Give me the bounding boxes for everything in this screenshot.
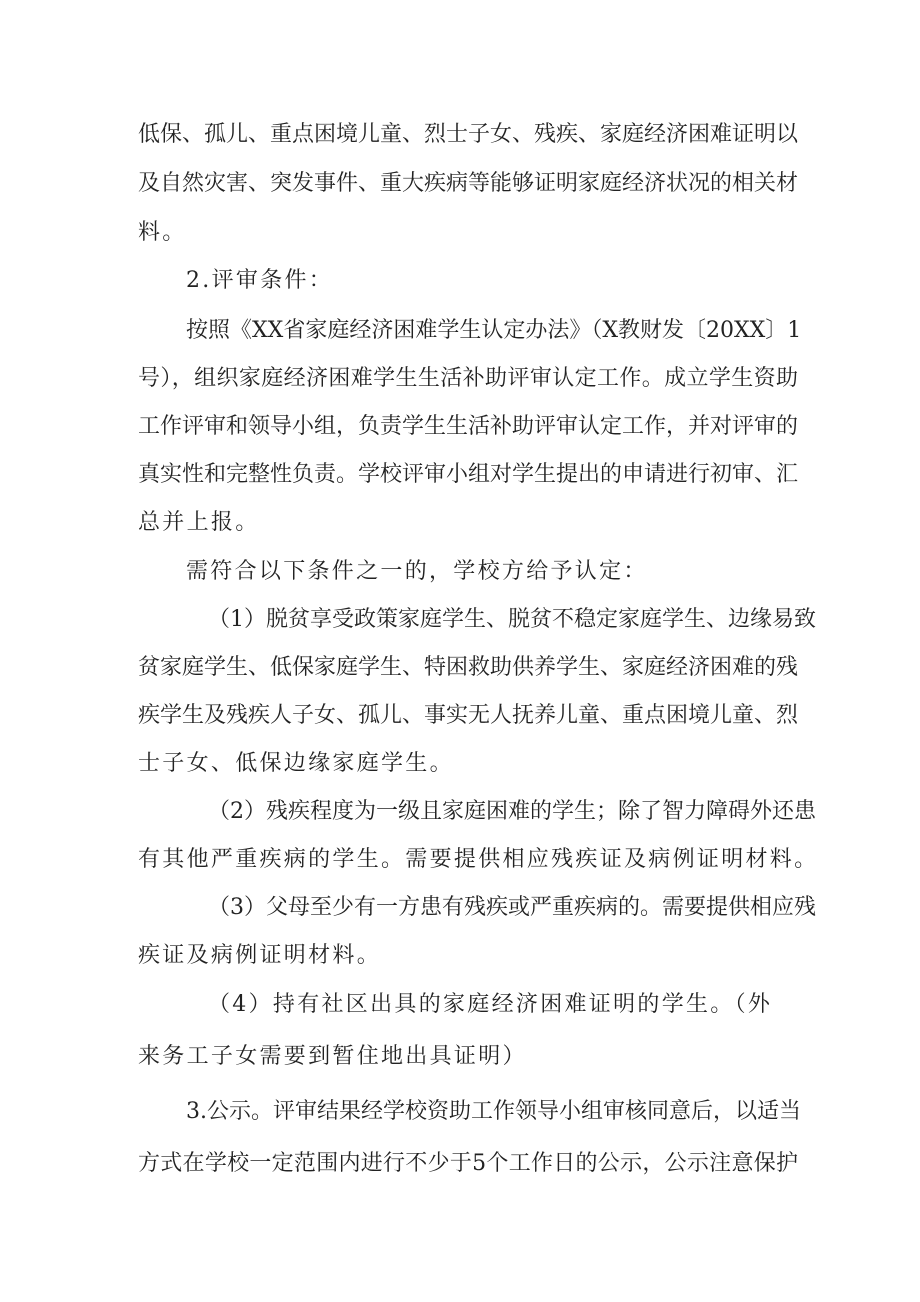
condition-2-line-2: 有其他严重疾病的学生。需要提供相应残疾证及病例证明材料。 bbox=[138, 847, 819, 872]
text-line-1: 低保、孤儿、重点困境儿童、烈士子女、残疾、家庭经济困难证明以 bbox=[138, 122, 799, 147]
text-line-10: 需符合以下条件之一的，学校方给予认定： bbox=[186, 559, 648, 584]
text-line-8: 真实性和完整性负责。学校评审小组对学生提出的申请进行初审、汇 bbox=[138, 462, 799, 487]
condition-1-line-1: （1）脱贫享受政策家庭学生、脱贫不稳定家庭学生、边缘易致 bbox=[208, 607, 816, 632]
condition-4-line-1: （4）持有社区出具的家庭经济困难证明的学生。（外 bbox=[208, 992, 773, 1017]
condition-1-line-2: 贫家庭学生、低保家庭学生、特困救助供养学生、家庭经济困难的残 bbox=[138, 655, 799, 680]
text-line-2: 及自然灾害、突发事件、重大疾病等能够证明家庭经济状况的相关材 bbox=[138, 171, 799, 196]
section-3-line-2: 方式在学校一定范围内进行不少于5个工作日的公示，公示注意保护 bbox=[138, 1151, 798, 1176]
condition-4-line-2: 来务工子女需要到暂住地出具证明） bbox=[138, 1044, 527, 1069]
condition-2-line-1: （2）残疾程度为一级且家庭困难的学生；除了智力障碍外还患 bbox=[208, 799, 816, 824]
text-line-6: 号），组织家庭经济困难学生生活补助评审认定工作。成立学生资助 bbox=[138, 366, 798, 391]
section-3-line-1: 3.公示。评审结果经学校资助工作领导小组审核同意后，以适当 bbox=[186, 1099, 801, 1124]
section-heading-2: 2.评审条件： bbox=[186, 268, 334, 293]
text-line-9: 总并上报。 bbox=[138, 510, 260, 535]
text-line-7: 工作评审和领导小组，负责学生生活补助评审认定工作，并对评审的 bbox=[138, 414, 799, 439]
condition-1-line-4: 士子女、低保边缘家庭学生。 bbox=[138, 751, 454, 776]
condition-3-line-2: 疾证及病例证明材料。 bbox=[138, 943, 382, 968]
text-line-3: 料。 bbox=[138, 220, 187, 245]
condition-1-line-3: 疾学生及残疾人子女、孤儿、事实无人抚养儿童、重点困境儿童、烈 bbox=[138, 703, 799, 728]
text-line-5: 按照《XX省家庭经济困难学生认定办法》（X教财发〔20XX〕1 bbox=[186, 318, 802, 343]
condition-3-line-1: （3）父母至少有一方患有残疾或严重疾病的。需要提供相应残 bbox=[208, 895, 816, 920]
